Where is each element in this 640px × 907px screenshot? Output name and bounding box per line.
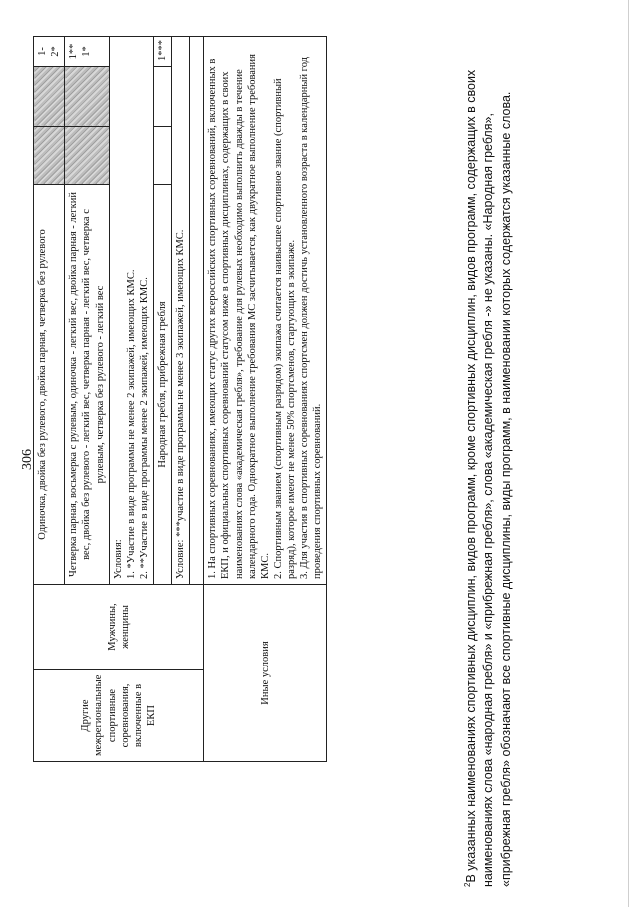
- footnote-text: В указанных наименованиях спортивных дисциплин, видов программ, кроме спортивных дисциплин, видов программ, содержащих в своих наименованиях слова «народная гребля» и «прибрежная гребля», слова «академическая гребля -» не указаны. «Народная гребля», «прибрежная гребля» обозначают все спортивные дисциплины, виды программ, в наименовании которых содержатся указанные слова.: [464, 69, 513, 887]
- discipline-cell: Народная гребля, прибрежная гребля: [154, 185, 172, 585]
- shaded-cell: [34, 67, 65, 127]
- value-line: 1**: [68, 43, 80, 60]
- other-conditions-title: Иные условия: [204, 585, 327, 762]
- table-row: [204, 37, 327, 762]
- other-conditions-cell: [204, 37, 327, 585]
- value-line: 1*: [81, 46, 93, 57]
- condition-2: 2. **Участие в виде программы менее 2 экипажей, имеющих КМС.: [138, 277, 150, 579]
- shaded-cell: [65, 127, 109, 185]
- value-cell: 1-2*: [34, 37, 65, 67]
- shaded-cell: [34, 127, 65, 185]
- page-number: 306: [20, 449, 35, 470]
- footnote-mark: 2: [463, 882, 472, 887]
- other-condition-1: 1. На спортивных соревнованиях, имеющих статус других всероссийских спортивных соревнований, включенных в ЕКП, и официальных спортивных соревнований статусом ниже в спортивных дисциплинах, содержащих в своих наименованиях слова «академическая гребля», требование для рулевых необходимо выполнить дважды в течение календарного года. Однократное выполнение требования МС засчитывается, как двукратное выполнение требования КМС.: [207, 54, 271, 579]
- qualification-table: [33, 36, 327, 762]
- value-cell: [65, 37, 109, 67]
- table-row: [34, 37, 65, 762]
- empty-cell: [154, 67, 172, 127]
- row-group-title: Другие межрегиональные спортивные соревнования, включенные в ЕКП: [34, 670, 204, 762]
- empty-row: [190, 37, 204, 585]
- conditions-cell: [109, 37, 153, 585]
- empty-cell: [154, 127, 172, 185]
- condition-1: 1. *Участие в виде программы не менее 2 экипажей, имеющих КМС.: [125, 269, 137, 579]
- discipline-cell: Одиночка, двойка без рулевого, двойка парная, четверка без рулевого: [34, 185, 65, 585]
- value-cell: 1***: [154, 37, 172, 67]
- folk-condition-cell: Условие: ***участие в виде программы не менее 3 экипажей, имеющих КМС.: [172, 37, 190, 585]
- scan-edge-line: [628, 0, 629, 907]
- footnote: [462, 37, 515, 887]
- other-condition-3: 3. Для участия в спортивных соревнованиях спортсмен должен достичь установленного возраста в календарный год проведения спортивных соревнований.: [299, 56, 324, 579]
- discipline-cell: Четверка парная, восьмерка с рулевым, одиночка - легкий вес, двойка парная - легкий вес, двойка без рулевого - легкий вес, четверка парная - легкий вес, четверка с рулевым, четверка без рулевого - легкий вес: [65, 185, 109, 585]
- conditions-title: Условия:: [112, 539, 124, 579]
- other-condition-2: 2. Спортивным званием (спортивным разрядом) экипажа считается наивысшее спортивное звание (спортивный разряд), которое имеют не менее 50% спортсменов, стартующих в экипаже.: [272, 78, 297, 579]
- shaded-cell: [65, 67, 109, 127]
- gender-cell: Мужчины, женщины: [34, 585, 204, 670]
